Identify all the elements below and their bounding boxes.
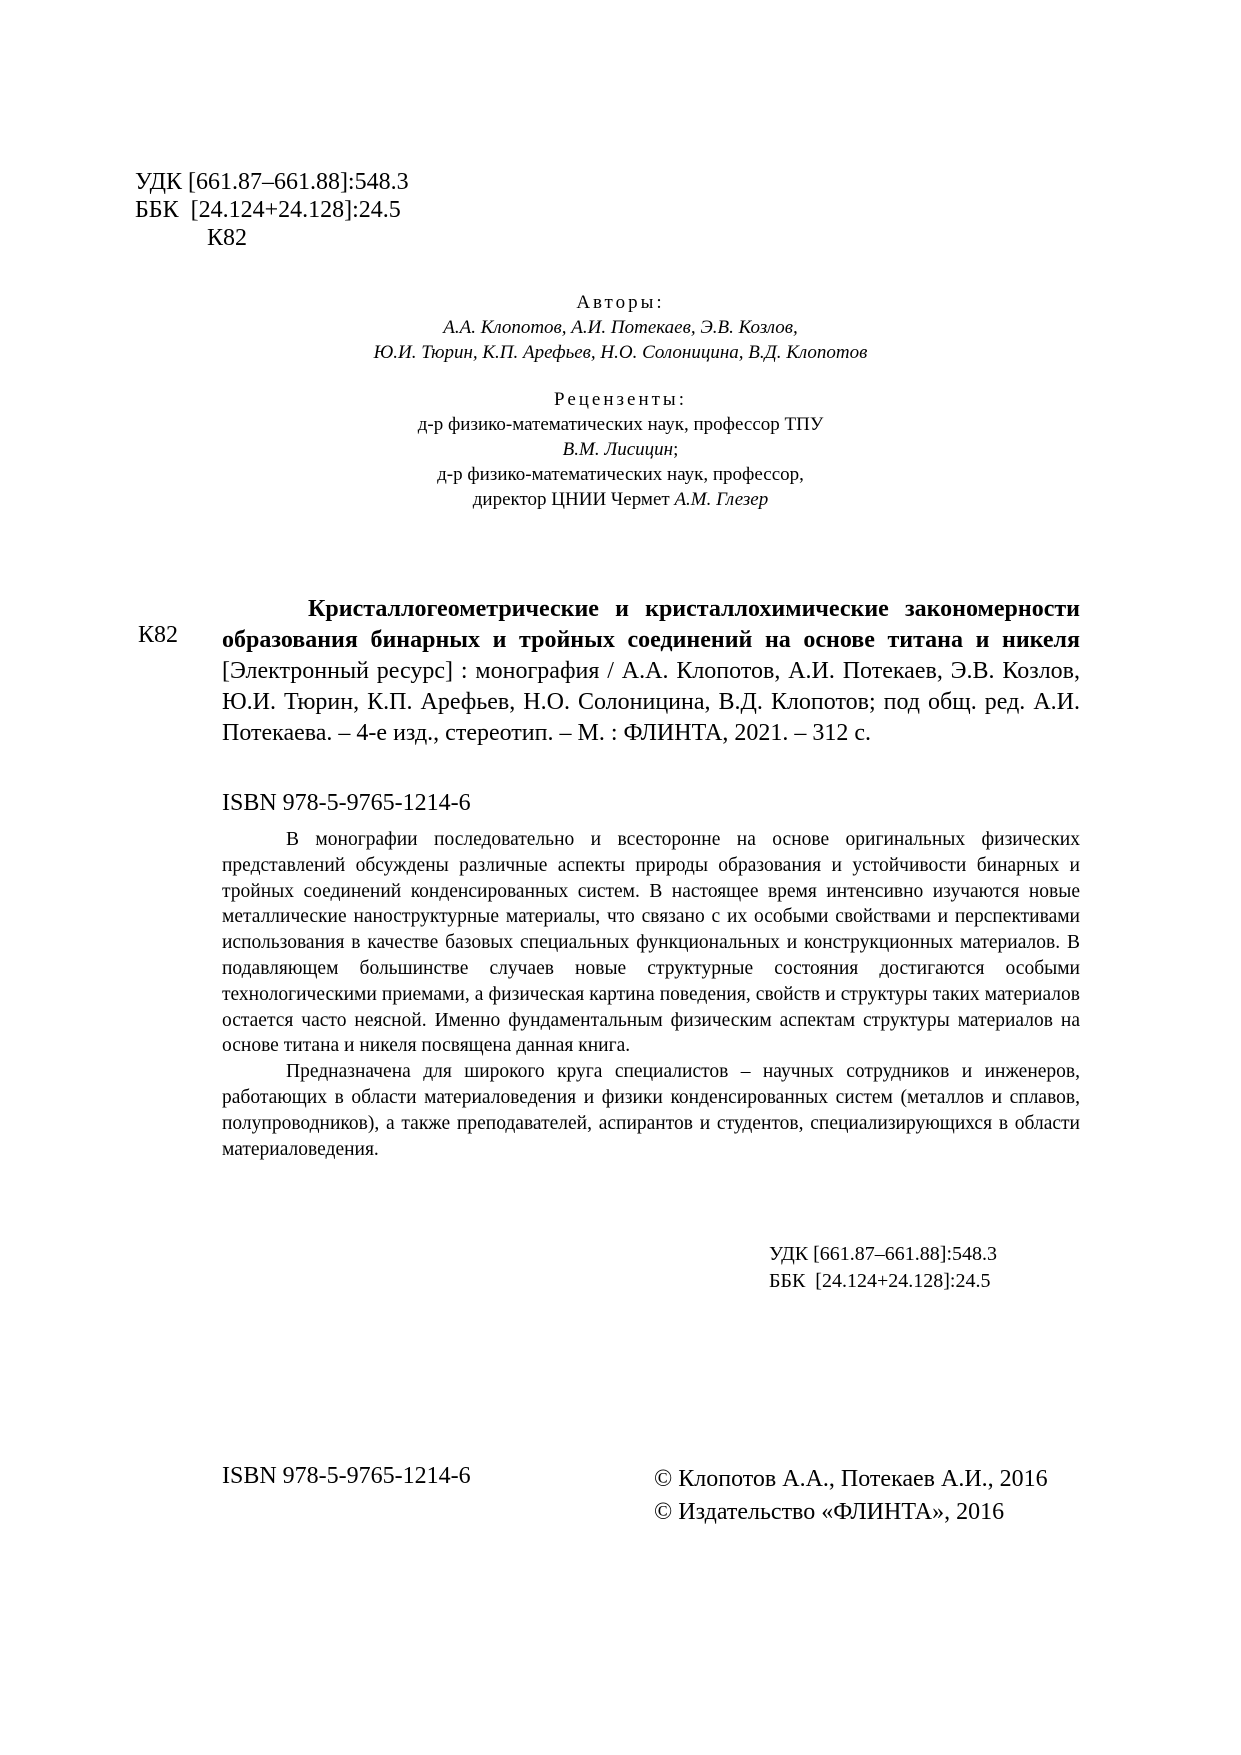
author-mark: К82: [207, 225, 248, 251]
copyright-block: [654, 1463, 1048, 1529]
biblio-isbn: ISBN 978-5-9765-1214-6: [222, 790, 471, 816]
book-details: [Электронный ресурс] : монография / А.А. Клопотов, А.И. Потекаев, Э.В. Козлов, Ю.И. Тюрин, К.П. Арефьев, Н.О. Солоницина, В.Д. Клопотов; под общ. ред. А.И. Потекаева. – 4-е изд., стереотип. – М. : ФЛИНТА, 2021. – 312 с.: [222, 658, 1080, 746]
copyright-authors: © Клопотов А.А., Потекаев А.И., 2016: [654, 1466, 1048, 1492]
udk-code: УДК [661.87–661.88]:548.3: [135, 169, 409, 195]
authors-line-2: Ю.И. Тюрин, К.П. Арефьев, Н.О. Солоницина, В.Д. Клопотов: [373, 342, 868, 363]
reviewers-label: Рецензенты:: [554, 389, 687, 410]
reviewer-1-title: д-р физико-математических наук, профессор ТПУ: [417, 414, 824, 435]
bibliographic-record: [222, 594, 1080, 749]
reviewer-1-separator: ;: [673, 439, 679, 460]
reviewer-2-line: [0, 487, 1241, 512]
classification-bottom: [769, 1241, 997, 1295]
annotation-paragraph-2: Предназначена для широкого круга специалистов – научных сотрудников и инженеров, работающих в области материаловедения и физики конденсированных систем (металлов и сплавов, полупроводников), а также преподавателей, аспирантов и студентов, специализирующихся в области материаловедения.: [222, 1061, 1080, 1160]
udk-code-bottom: УДК [661.87–661.88]:548.3: [769, 1243, 997, 1265]
biblio-author-mark: К82: [138, 622, 179, 648]
reviewer-2-title: д-р физико-математических наук, профессор,: [437, 464, 804, 485]
annotation: [222, 827, 1080, 1162]
bbk-code: ББК [24.124+24.128]:24.5: [135, 197, 401, 223]
annotation-paragraph-1: В монографии последовательно и всесторонне на основе оригинальных физических представлений обсуждены различные аспекты природы образования и устойчивости бинарных и тройных соединений конденсированных систем. В настоящее время интенсивно изучаются новые металлические наноструктурные материалы, что связано с их особыми свойствами и перспективами использования в качестве базовых специальных функциональных и конструкционных материалов. В подавляющем большинстве случаев новые структурные состояния достигаются особыми технологическими приемами, а физическая картина поведения, свойств и структуры таких материалов остается часто неясной. Именно фундаментальным физическим аспектам структуры материалов на основе титана и никеля посвящена данная книга.: [222, 829, 1080, 1057]
authors-label: Авторы:: [576, 292, 665, 313]
reviewer-1-line: [0, 437, 1241, 462]
authors-block: [0, 290, 1241, 365]
classification-block: [135, 168, 409, 252]
reviewer-2-position: директор ЦНИИ Чермет: [472, 489, 675, 510]
copyright-publisher: © Издательство «ФЛИНТА», 2016: [654, 1499, 1005, 1525]
bbk-code-bottom: ББК [24.124+24.128]:24.5: [769, 1270, 991, 1292]
authors-line-1: А.А. Клопотов, А.И. Потекаев, Э.В. Козлов,: [443, 317, 798, 338]
bibliographic-text: [222, 594, 1080, 749]
reviewer-2-name: А.М. Глезер: [674, 489, 769, 510]
book-title: Кристаллогеометрические и кристаллохимические закономерности образования бинарных и тройных соединений на основе титана и никеля: [222, 596, 1080, 653]
footer-isbn: ISBN 978-5-9765-1214-6: [222, 1463, 471, 1489]
reviewers-block: [0, 387, 1241, 512]
reviewer-1-name: В.М. Лисицин: [562, 439, 674, 460]
